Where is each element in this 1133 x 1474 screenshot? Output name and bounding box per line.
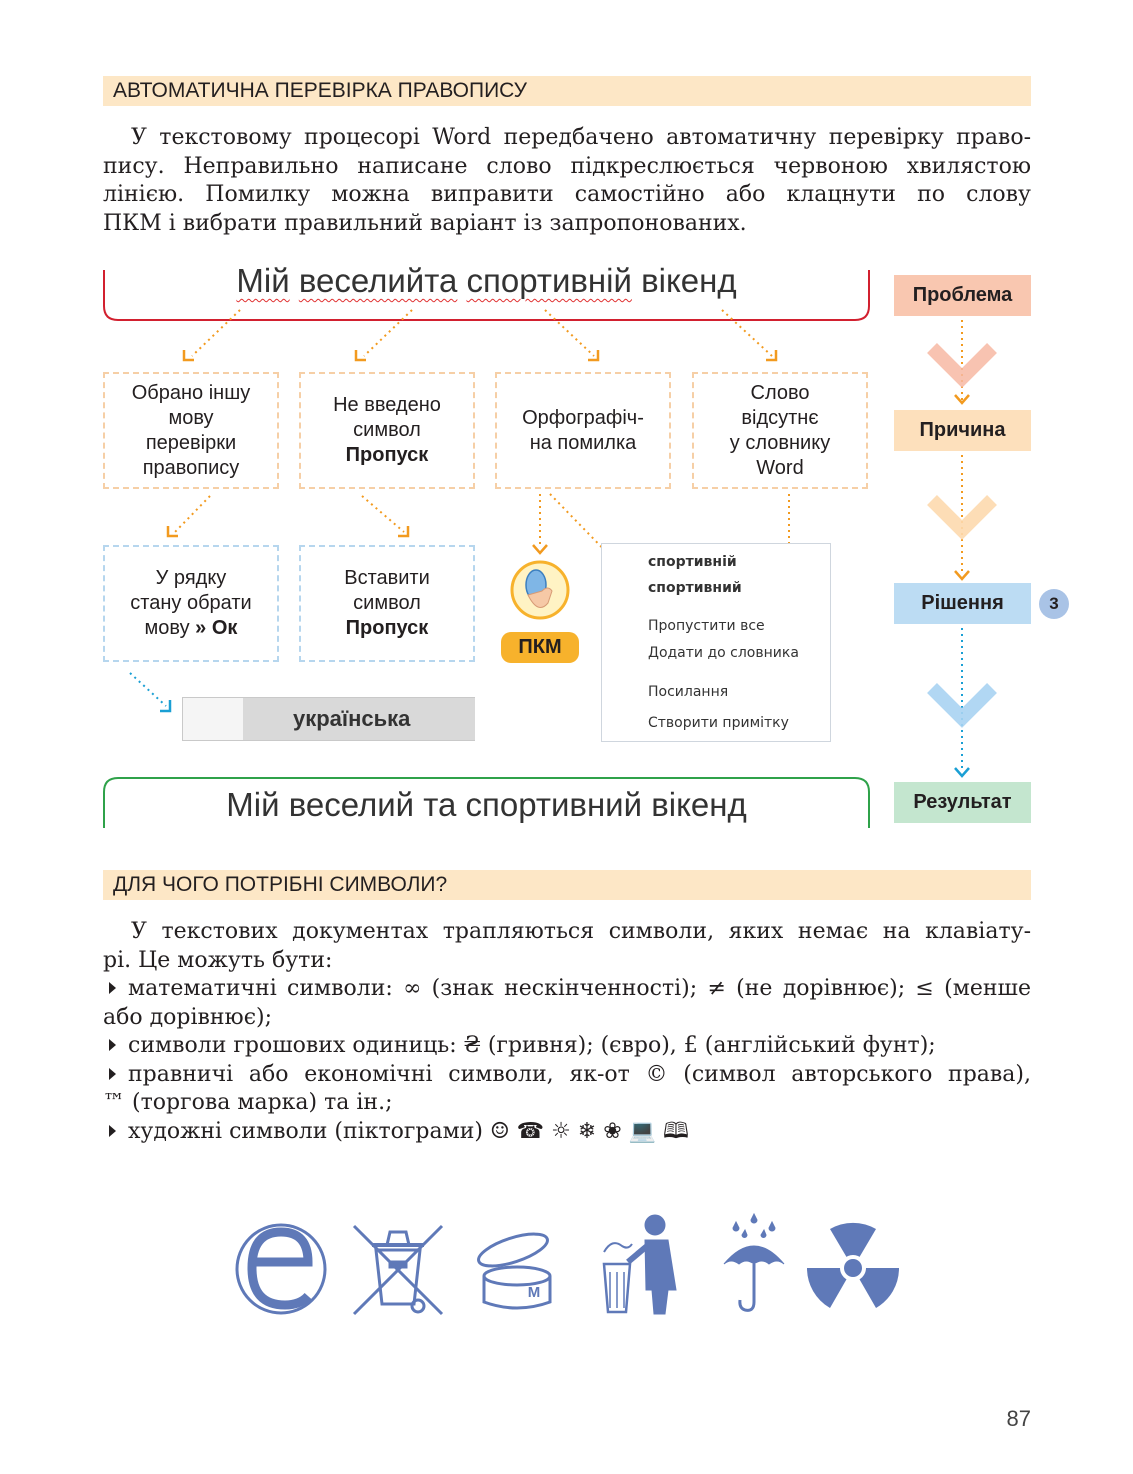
- solution-text: мову: [144, 617, 196, 639]
- bullet-item: [103, 1061, 1031, 1090]
- label-problem: Проблема: [894, 275, 1031, 316]
- paragraph-line: пису. Неправильно написане слово підкреслюється червоною хвилястою: [103, 153, 1031, 179]
- problem-word: Мій: [236, 262, 290, 299]
- paragraph-line: У текстовому процесорі Word передбачено автоматичну перевірку право-: [131, 125, 1031, 150]
- arrow-icon: »: [195, 617, 207, 639]
- bullet-item-continued: або дорівнює);: [103, 1004, 273, 1030]
- section-heading-spellcheck: АВТОМАТИЧНА ПЕРЕВІРКА ПРАВОПИСУ: [103, 76, 1031, 106]
- label-solution: Рішення: [894, 583, 1031, 624]
- paragraph-line: У текстових документах трапляються символи, яких немає на клавіату-: [131, 919, 1031, 944]
- bullet-text: правничі або економічні символи, як-от © (символ авторського права),: [128, 1061, 1031, 1087]
- result-sentence: Мій веселий та спортивний вікенд: [226, 786, 747, 823]
- cause-line: відсутнє: [741, 406, 819, 429]
- label-result: Результат: [894, 782, 1031, 823]
- bullet-icon: [109, 1039, 116, 1051]
- cause-line: на помилка: [529, 431, 637, 454]
- problem-word: вікенд: [641, 262, 737, 299]
- cause-line: Орфографіч-: [522, 406, 644, 429]
- cause-line: Не введено: [333, 394, 441, 416]
- cause-box-spelling: [495, 372, 671, 489]
- cause-line: символ: [353, 419, 421, 441]
- label-cause: Причина: [894, 410, 1031, 451]
- radiation-icon: [807, 1223, 899, 1308]
- problem-sentence: [104, 262, 869, 300]
- context-menu: [601, 543, 831, 742]
- solution-line: стану обрати: [130, 592, 252, 614]
- bullet-item: [103, 1118, 1031, 1147]
- solution-line: У рядку: [155, 567, 227, 589]
- bullet-text: символи грошових одиниць: ₴ (гривня); (євро), £ (англійський фунт);: [128, 1033, 936, 1058]
- chevron-down-icon: [932, 688, 992, 718]
- cause-line-bold: Пропуск: [345, 444, 429, 466]
- keep-dry-icon: [724, 1214, 784, 1310]
- bullet-icon: [109, 1125, 116, 1137]
- cause-line: правопису: [142, 456, 240, 479]
- estimated-sign-icon: [237, 1225, 325, 1313]
- cause-line: мову: [168, 406, 214, 429]
- page-number: 87: [1006, 1406, 1031, 1431]
- cause-line: перевірки: [145, 431, 237, 454]
- paragraph-line: рі. Це можуть бути:: [103, 947, 333, 973]
- cause-line: у словнику: [729, 431, 831, 454]
- problem-word: спортивній: [466, 262, 632, 299]
- bullet-text: художні символи (піктограми) ☺ ☎ ☼ ❄ ❀ 💻 🕮: [128, 1118, 689, 1144]
- symbols-paragraph: [103, 918, 1031, 1146]
- cause-line: Слово: [750, 381, 810, 404]
- menu-add-to-dictionary[interactable]: Додати до словника: [648, 645, 799, 661]
- menu-link[interactable]: Посилання: [648, 684, 729, 700]
- bullet-icon: [109, 982, 116, 994]
- problem-word: веселийта: [298, 262, 458, 299]
- menu-suggestion[interactable]: спортивний: [648, 580, 742, 596]
- solution-box-space: [299, 545, 475, 662]
- bullet-item: [103, 975, 1031, 1004]
- cause-box-space: [299, 372, 475, 489]
- language-status-bar[interactable]: [182, 697, 475, 741]
- solution-text-bold: Ок: [211, 617, 238, 639]
- cause-box-language: [103, 372, 279, 489]
- cause-line: Word: [756, 456, 804, 479]
- paragraph-line: ПКМ і вибрати правильний варіант із запропонованих.: [103, 210, 747, 236]
- mouse-click-icon: [512, 562, 568, 618]
- menu-suggestion[interactable]: спортивній: [648, 554, 737, 570]
- right-click-label: ПКМ: [501, 632, 579, 663]
- paragraph-line: лінією. Помилку можна виправити самостійно або клацнути по слову: [103, 182, 1031, 207]
- cause-box-dictionary: [692, 372, 868, 489]
- solution-box-language: [103, 545, 279, 662]
- menu-ignore-all[interactable]: Пропустити все: [648, 618, 765, 634]
- bullet-text: математичні символи: ∞ (знак нескінченності); ≠ (не дорівнює); ≤ (менше: [128, 976, 1031, 1001]
- crossed-bin-icon: [354, 1226, 442, 1314]
- cause-line: Обрано іншу: [131, 381, 251, 404]
- solution-badge: 3: [1039, 589, 1069, 619]
- solution-line: Вставити: [344, 567, 430, 589]
- menu-new-comment[interactable]: Створити примітку: [648, 715, 789, 731]
- section-heading-symbols: ДЛЯ ЧОГО ПОТРІБНІ СИМВОЛИ?: [103, 870, 1031, 900]
- jar-label: M: [527, 1284, 541, 1301]
- solution-line: символ: [353, 592, 421, 614]
- language-value[interactable]: українська: [243, 698, 475, 740]
- bullet-item: [103, 1032, 1031, 1061]
- solution-line-bold: Пропуск: [345, 617, 429, 639]
- bullet-icon: [109, 1068, 116, 1080]
- bullet-item-continued: ™ (торгова марка) та ін.;: [103, 1090, 393, 1115]
- tidy-man-icon: [604, 1215, 676, 1314]
- solution-line: [130, 616, 251, 641]
